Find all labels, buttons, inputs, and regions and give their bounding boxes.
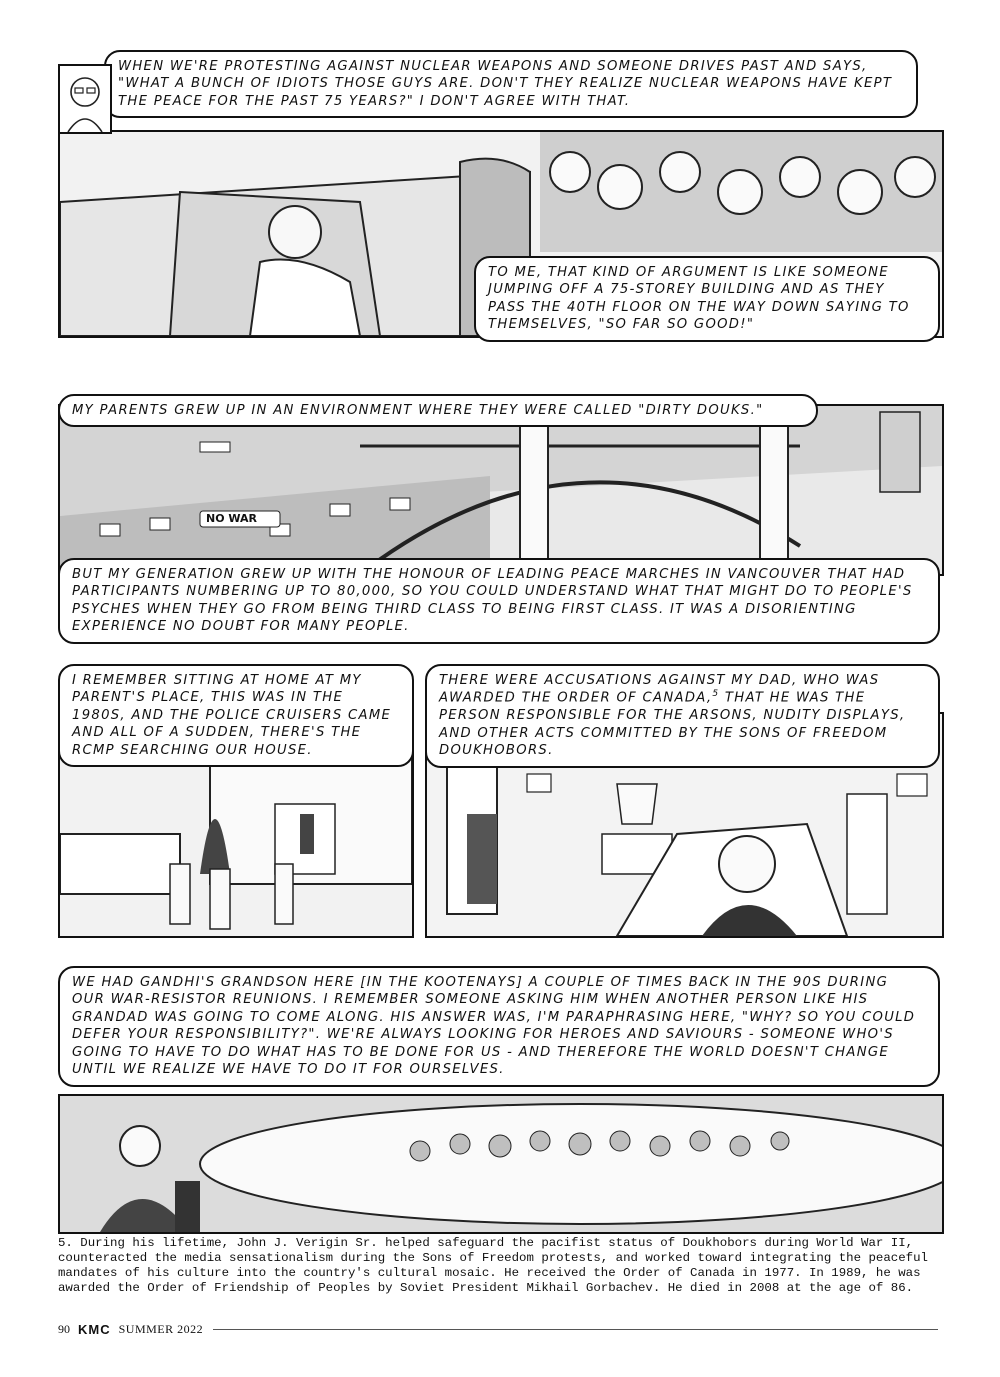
narrator-portrait [58,64,112,134]
no-war-banner: NO WAR [206,512,258,525]
panel3-caption-text: I REMEMBER SITTING AT HOME AT MY PARENT'S PLACE, THIS WAS IN THE 1980S, AND THE POLICE CRUISERS CAME AND ALL OF A SUDDEN, THERE'S THE RCMP SEARCHING OUR HOUSE. [72,673,392,758]
issue-name: SUMMER 2022 [118,1322,204,1336]
panel-gandhi-grandson [58,1094,944,1234]
panel5-caption [58,966,940,1087]
panel1-caption-bottom-text: TO ME, THAT KIND OF ARGUMENT IS LIKE SOMEONE JUMPING OFF A 75-STOREY BUILDING AND AS THEY PASS THE 40TH FLOOR ON THE WAY DOWN SAYING TO THEMSELVES, "SO FAR SO GOOD!" [488,265,910,333]
panel-gandhi-grandson-art [60,1096,942,1232]
panel1-caption-top [104,50,918,118]
panel1-caption-top-text: WHEN WE'RE PROTESTING AGAINST NUCLEAR WEAPONS AND SOMEONE DRIVES PAST AND SAYS, "WHAT A BUNCH OF IDIOTS THOSE GUYS ARE. DON'T THEY REALIZE NUCLEAR WEAPONS HAVE KEPT THE PEACE FOR THE PAST 75 YEARS?" I DON'T AGREE WITH THAT. [118,59,893,109]
panel3-caption [58,664,414,767]
folio-rule [213,1329,938,1330]
magazine-name: KMC [78,1322,111,1337]
panel4-caption [425,664,940,768]
panel1-caption-bottom [474,256,940,342]
footnote-reference: 5 [712,689,720,700]
panel4-caption-text: THERE WERE ACCUSATIONS AGAINST MY DAD, WHO WAS AWARDED THE ORDER OF CANADA, [439,673,880,706]
footnote-text: 5. During his lifetime, John J. Verigin Sr. helped safeguard the pacifist status of Doukhobors during World War II, counteracted the media sensationalism during the Sons of Freedom protests, and worked toward integrating the peaceful mandates of his culture into the country's cultural mosaic. He received the Order of Canada in 1977. In 1989, he was awarded the Order of Friendship of Peoples by Soviet President Mikhail Gorbachev. He died in 2008 at the age of 86. [58,1236,928,1295]
footnote [58,1236,958,1296]
panel2-caption-bottom [58,558,940,644]
panel2-caption-top-text: MY PARENTS GREW UP IN AN ENVIRONMENT WHERE THEY WERE CALLED "DIRTY DOUKS." [72,403,764,418]
panel2-caption-top [58,394,818,427]
panel2-caption-bottom-text: BUT MY GENERATION GREW UP WITH THE HONOUR OF LEADING PEACE MARCHES IN VANCOUVER THAT HAD PARTICIPANTS NUMBERING UP TO 80,000, SO YOU COULD UNDERSTAND WHAT THAT MIGHT DO TO PEOPLE'S PSYCHES WHEN THEY GO FROM BEING THIRD CLASS TO BEING FIRST CLASS. IT WAS A DISORIENTING EXPERIENCE NO DOUBT FOR MANY PEOPLE. [72,567,913,635]
panel4-caption-text-continued: THAT HE WAS THE PERSON RESPONSIBLE FOR THE ARSONS, NUDITY DISPLAYS, AND OTHER ACTS COMMITTED BY THE SONS OF FREEDOM DOUKHOBORS. [439,690,906,759]
page-folio [58,1322,938,1337]
panel-bridge-march [58,404,944,576]
panel5-caption-text: WE HAD GANDHI'S GRANDSON HERE [IN THE KOOTENAYS] A COUPLE OF TIMES BACK IN THE 90S DURING OUR WAR-RESISTOR REUNIONS. I REMEMBER SOMEONE ASKING HIM WHEN ANOTHER PERSON LIKE HIS GRANDAD WAS GOING TO COME ALONG. HIS ANSWER WAS, I'M PARAPHRASING HERE, "WHY? SO YOU COULD DEFER YOUR RESPONSIBILITY?". WE'RE ALWAYS LOOKING FOR HEROES AND SAVIOURS - SOMEONE WHO'S GOING TO HAVE TO DO WHAT HAS TO BE DONE FOR US - AND THEREFORE THE WORLD DOESN'T CHANGE UNTIL WE REALIZE WE HAVE TO DO IT FOR OURSELVES. [72,975,916,1078]
panel-bridge-march-art [60,406,942,574]
page-number: 90 [58,1322,70,1336]
narrator-portrait-art [60,66,110,132]
panel4-caption-paragraph [439,672,926,760]
